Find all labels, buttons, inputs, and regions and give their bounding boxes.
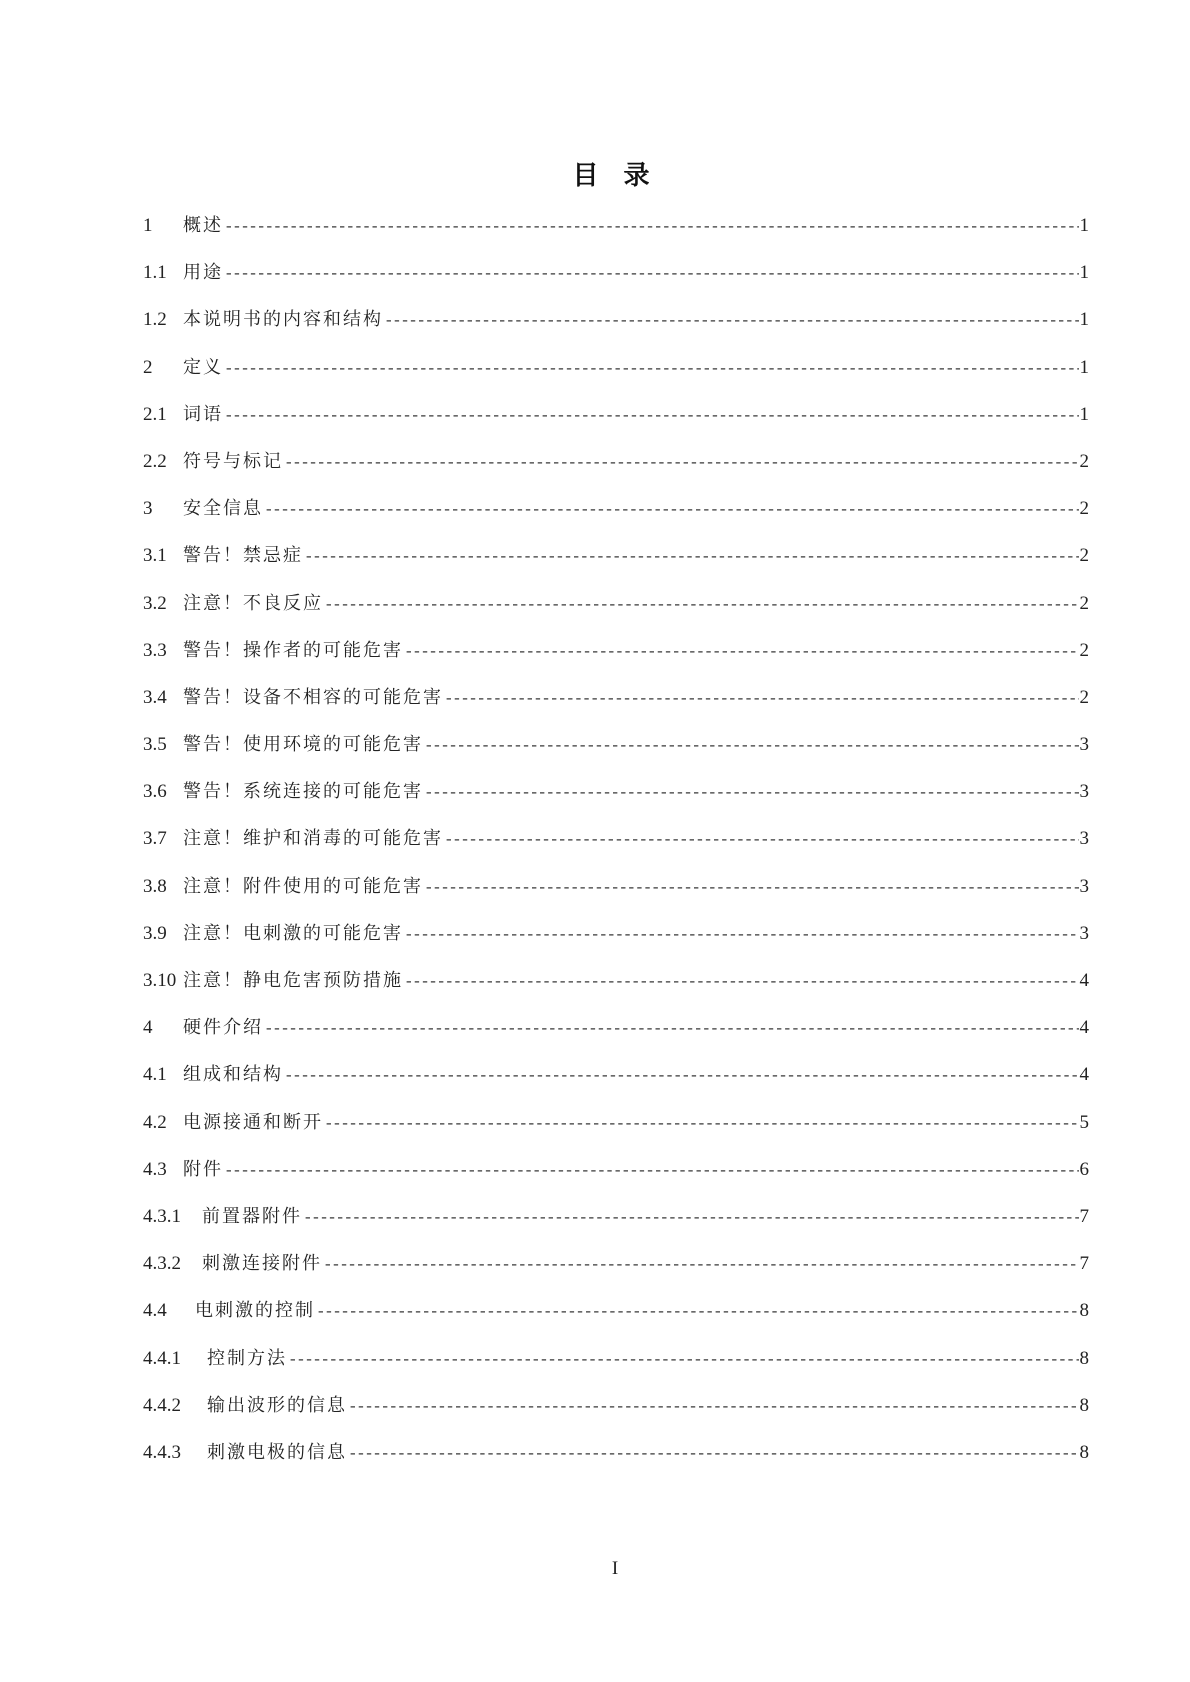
toc-entry-number: 4.3.1 [143,1205,181,1227]
toc-entry-title: 附件 [183,1158,223,1180]
toc-entry-page: 1 [1079,309,1089,331]
toc-entry-page: 2 [1079,639,1089,661]
toc-entry-page: 4 [1079,1017,1089,1039]
toc-entry[interactable] [143,1202,1089,1249]
toc-entry-title: 电源接通和断开 [183,1111,323,1133]
toc-dot-leader [348,1445,1079,1463]
toc-entry-page: 3 [1079,922,1089,944]
toc-entry-number: 3.2 [143,592,167,614]
toc-entry-page: 1 [1079,403,1089,425]
toc-entry-title: 警告！设备不相容的可能危害 [183,686,443,708]
toc-entry[interactable] [143,824,1089,871]
toc-dot-leader [284,1067,1079,1085]
toc-dot-leader [304,548,1079,566]
toc-entry-number: 2.2 [143,450,167,472]
toc-entry-title: 注意！附件使用的可能危害 [183,875,423,897]
toc-dot-leader [348,1398,1079,1416]
toc-dot-leader [264,501,1079,519]
toc-entry-number: 3 [143,498,153,520]
toc-dot-leader [323,1256,1079,1274]
toc-dot-leader [404,926,1079,944]
toc-entry-page: 2 [1079,498,1089,520]
toc-entry-number: 2.1 [143,403,167,425]
toc-entry[interactable] [143,589,1089,636]
toc-entry[interactable] [143,730,1089,777]
toc-entry-number: 4.1 [143,1064,167,1086]
toc-entry-title: 输出波形的信息 [207,1394,347,1416]
toc-dot-leader [224,360,1079,378]
toc-entry-number: 4 [143,1017,153,1039]
toc-entry-number: 3.8 [143,875,167,897]
toc-dot-leader [324,1115,1079,1133]
toc-entry[interactable] [143,636,1089,683]
toc-entry[interactable] [143,1013,1089,1060]
toc-entry-page: 7 [1079,1253,1089,1275]
toc-entry[interactable] [143,447,1089,494]
toc-entry-title: 符号与标记 [183,450,283,472]
toc-entry-page: 6 [1079,1158,1089,1180]
toc-entry-page: 7 [1079,1205,1089,1227]
toc-dot-leader [264,1020,1079,1038]
toc-dot-leader [444,831,1079,849]
toc-entry-title: 组成和结构 [183,1064,283,1086]
toc-entry[interactable] [143,919,1089,966]
toc-dot-leader [224,218,1079,236]
toc-entry-number: 4.3.2 [143,1253,181,1275]
toc-entry-title: 词语 [183,403,223,425]
toc-entry[interactable] [143,1155,1089,1202]
toc-entry-title: 刺激电极的信息 [207,1441,347,1463]
toc-entry-title: 控制方法 [207,1347,287,1369]
toc-entry-title: 注意！电刺激的可能危害 [183,922,403,944]
toc-entry-page: 2 [1079,545,1089,567]
toc-entry-title: 前置器附件 [202,1205,302,1227]
toc-entry-title: 警告！操作者的可能危害 [183,639,403,661]
toc-entry[interactable] [143,777,1089,824]
toc-dot-leader [224,265,1079,283]
toc-entry[interactable] [143,353,1089,400]
toc-entry[interactable] [143,1108,1089,1155]
toc-entry-title: 注意！静电危害预防措施 [183,970,403,991]
toc-entry-page: 8 [1079,1394,1089,1416]
toc-entry-page: 1 [1079,356,1089,378]
toc-entry-page: 3 [1079,781,1089,803]
toc-entry-number: 1.2 [143,309,167,331]
toc-entry[interactable] [143,541,1089,588]
toc-entry[interactable] [143,494,1089,541]
toc-entry-number: 1.1 [143,262,167,284]
toc-entry-title: 警告！使用环境的可能危害 [183,734,423,756]
toc-entry-number: 3.6 [143,781,167,803]
toc-entry[interactable] [143,1060,1089,1107]
toc-entry[interactable] [143,211,1089,258]
toc-dot-leader [224,407,1079,425]
toc-entry-page: 1 [1079,262,1089,284]
toc-entry-title: 注意！维护和消毒的可能危害 [183,828,443,850]
toc-entry-number: 4.4.2 [143,1394,181,1416]
toc-entry-number: 4.4.1 [143,1347,181,1369]
toc-entry-title: 本说明书的内容和结构 [183,309,383,331]
toc-dot-leader [303,1209,1079,1227]
toc-entry-number: 3.4 [143,686,167,708]
toc-dot-leader [288,1351,1079,1369]
toc-entry-title: 概述 [183,215,223,236]
toc-dot-leader [384,312,1079,330]
page-title: 目 录 [572,161,658,191]
toc-entry[interactable] [143,1296,1089,1343]
toc-entry-page: 3 [1079,875,1089,897]
toc-entry[interactable] [143,400,1089,447]
toc-entry-number: 1 [143,215,153,236]
toc-entry-title: 用途 [183,262,223,284]
toc-entry-title: 警告！系统连接的可能危害 [183,781,423,803]
toc-dot-leader [284,454,1079,472]
toc-entry-number: 3.7 [143,828,167,850]
toc-entry-number: 4.3 [143,1158,167,1180]
toc-entry[interactable] [143,258,1089,305]
toc-entry-page: 8 [1079,1441,1089,1463]
toc-entry[interactable] [143,1344,1089,1391]
page-number: I [611,1558,619,1579]
toc-entry-title: 注意！不良反应 [183,592,323,614]
toc-dot-leader [404,973,1079,991]
toc-entry-page: 2 [1079,592,1089,614]
toc-entry-page: 4 [1079,970,1089,991]
table-of-contents [143,211,1089,1485]
toc-entry-page: 4 [1079,1064,1089,1086]
toc-entry-title: 安全信息 [183,498,263,520]
toc-entry-page: 3 [1079,734,1089,756]
toc-entry-number: 4.2 [143,1111,167,1133]
toc-entry-number: 2 [143,356,153,378]
toc-dot-leader [316,1303,1079,1321]
toc-entry-page: 3 [1079,828,1089,850]
toc-entry-title: 刺激连接附件 [202,1253,322,1275]
toc-entry[interactable] [143,305,1089,352]
toc-entry-number: 3.1 [143,545,167,567]
toc-dot-leader [224,1162,1079,1180]
toc-dot-leader [424,784,1079,802]
toc-entry[interactable] [143,683,1089,730]
toc-entry-number: 4.4.3 [143,1441,181,1463]
toc-entry-number: 3.9 [143,922,167,944]
toc-dot-leader [424,879,1079,897]
toc-entry-title: 警告！禁忌症 [183,545,303,567]
toc-entry-title: 定义 [183,356,223,378]
toc-dot-leader [324,596,1079,614]
toc-entry[interactable] [143,1438,1089,1485]
toc-entry-page: 5 [1079,1111,1089,1133]
toc-dot-leader [404,643,1079,661]
toc-entry-page: 8 [1079,1347,1089,1369]
toc-dot-leader [444,690,1079,708]
toc-entry-number: 3.10 [143,970,177,991]
toc-entry-page: 8 [1079,1300,1089,1322]
toc-entry-number: 3.3 [143,639,167,661]
toc-entry[interactable] [143,1391,1089,1438]
toc-entry-title: 电刺激的控制 [195,1300,315,1322]
toc-entry-number: 3.5 [143,734,167,756]
toc-entry-page: 1 [1079,215,1089,236]
toc-dot-leader [424,737,1079,755]
toc-entry[interactable] [143,1249,1089,1296]
toc-entry[interactable] [143,966,1089,1013]
toc-entry-title: 硬件介绍 [183,1017,263,1039]
toc-entry-number: 4.4 [143,1300,167,1322]
toc-entry[interactable] [143,872,1089,919]
toc-entry-page: 2 [1079,450,1089,472]
toc-entry-page: 2 [1079,686,1089,708]
